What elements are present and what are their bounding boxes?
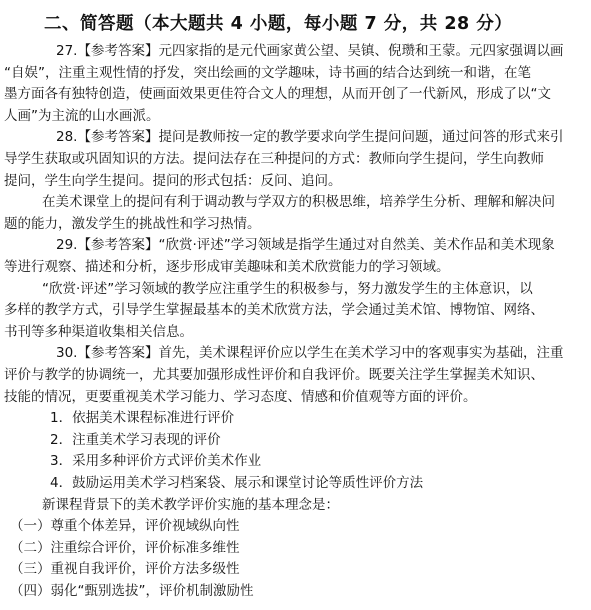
concept-item-1: （一）尊重个体差异，评价视域纵向性 bbox=[10, 518, 240, 534]
answer-27-line-3: 墨方面各有独特创造，使画面效果更佳符合文人的理想，从而开创了一代新风，形成了以“文 bbox=[4, 86, 551, 102]
list-item-3: 3．采用多种评价方式评价美术作业 bbox=[50, 453, 262, 469]
concept-item-2: （二）注重综合评价，评价标准多维性 bbox=[10, 540, 240, 556]
answer-28-line-1: 28.【参考答案】提问是教师按一定的教学要求向学生提问问题，通过问答的形式来引 bbox=[56, 129, 564, 145]
answer-28-line-5: 题的能力，激发学生的挑战性和学习热情。 bbox=[4, 216, 261, 232]
answer-27-line-1: 27.【参考答案】元四家指的是元代画家黄公望、吴镇、倪瓒和王蒙。元四家强调以画 bbox=[56, 43, 564, 59]
answer-27-line-2: “自娱”，注重主观性情的抒发，突出绘画的文学趣味，诗书画的结合达到统一和谐，在笔 bbox=[4, 65, 531, 81]
answer-28-line-3: 提问，学生向学生提问。提问的形式包括：反问、追问。 bbox=[4, 173, 342, 189]
answer-29-line-5: 书刊等多种渠道收集相关信息。 bbox=[4, 324, 193, 340]
answer-30-concept-intro: 新课程背景下的美术教学评价实施的基本理念是： bbox=[42, 497, 339, 513]
answer-28-line-2: 导学生获取或巩固知识的方法。提问法存在三种提问的方式：教师向学生提问，学生向教师 bbox=[4, 151, 544, 167]
answer-29-line-2: 等进行观察、描述和分析，逐步形成审美趣味和美术欣赏能力的学习领域。 bbox=[4, 259, 450, 275]
answer-27-line-4: 人画”为主流的山水画派。 bbox=[4, 108, 160, 124]
answer-29-line-1: 29.【参考答案】“欣赏·评述”学习领域是指学生通过对自然美、美术作品和美术现象 bbox=[56, 237, 555, 253]
list-item-4: 4．鼓励运用美术学习档案袋、展示和课堂讨论等质性评价方法 bbox=[50, 475, 424, 491]
concept-item-3: （三）重视自我评价，评价方法多级性 bbox=[10, 561, 240, 577]
answer-30-line-2: 评价与教学的协调统一，尤其要加强形成性评价和自我评价。既要关注学生掌握美术知识、 bbox=[4, 367, 544, 383]
answer-29-line-3: “欣赏·评述”学习领域的教学应注重学生的积极参与，努力激发学生的主体意识，以 bbox=[42, 281, 533, 297]
answer-30-line-3: 技能的情况，更要重视美术学习能力、学习态度、情感和价值观等方面的评价。 bbox=[4, 389, 477, 405]
answer-30-line-1: 30.【参考答案】首先，美术课程评价应以学生在美术学习中的客观事实为基础，注重 bbox=[56, 345, 564, 361]
section-title: 二、简答题（本大题共 4 小题，每小题 7 分，共 28 分） bbox=[44, 14, 513, 34]
answer-28-line-4: 在美术课堂上的提问有利于调动教与学双方的积极思维，培养学生分析、理解和解决问 bbox=[42, 194, 555, 210]
list-item-2: 2．注重美术学习表现的评价 bbox=[50, 432, 221, 448]
list-item-1: 1．依据美术课程标准进行评价 bbox=[50, 410, 235, 426]
concept-item-4: （四）弱化“甄别选拔”，评价机制激励性 bbox=[10, 583, 254, 599]
answer-29-line-4: 多样的教学方式，引导学生掌握最基本的美术欣赏方法，学会通过美术馆、博物馆、网络、 bbox=[4, 302, 544, 318]
